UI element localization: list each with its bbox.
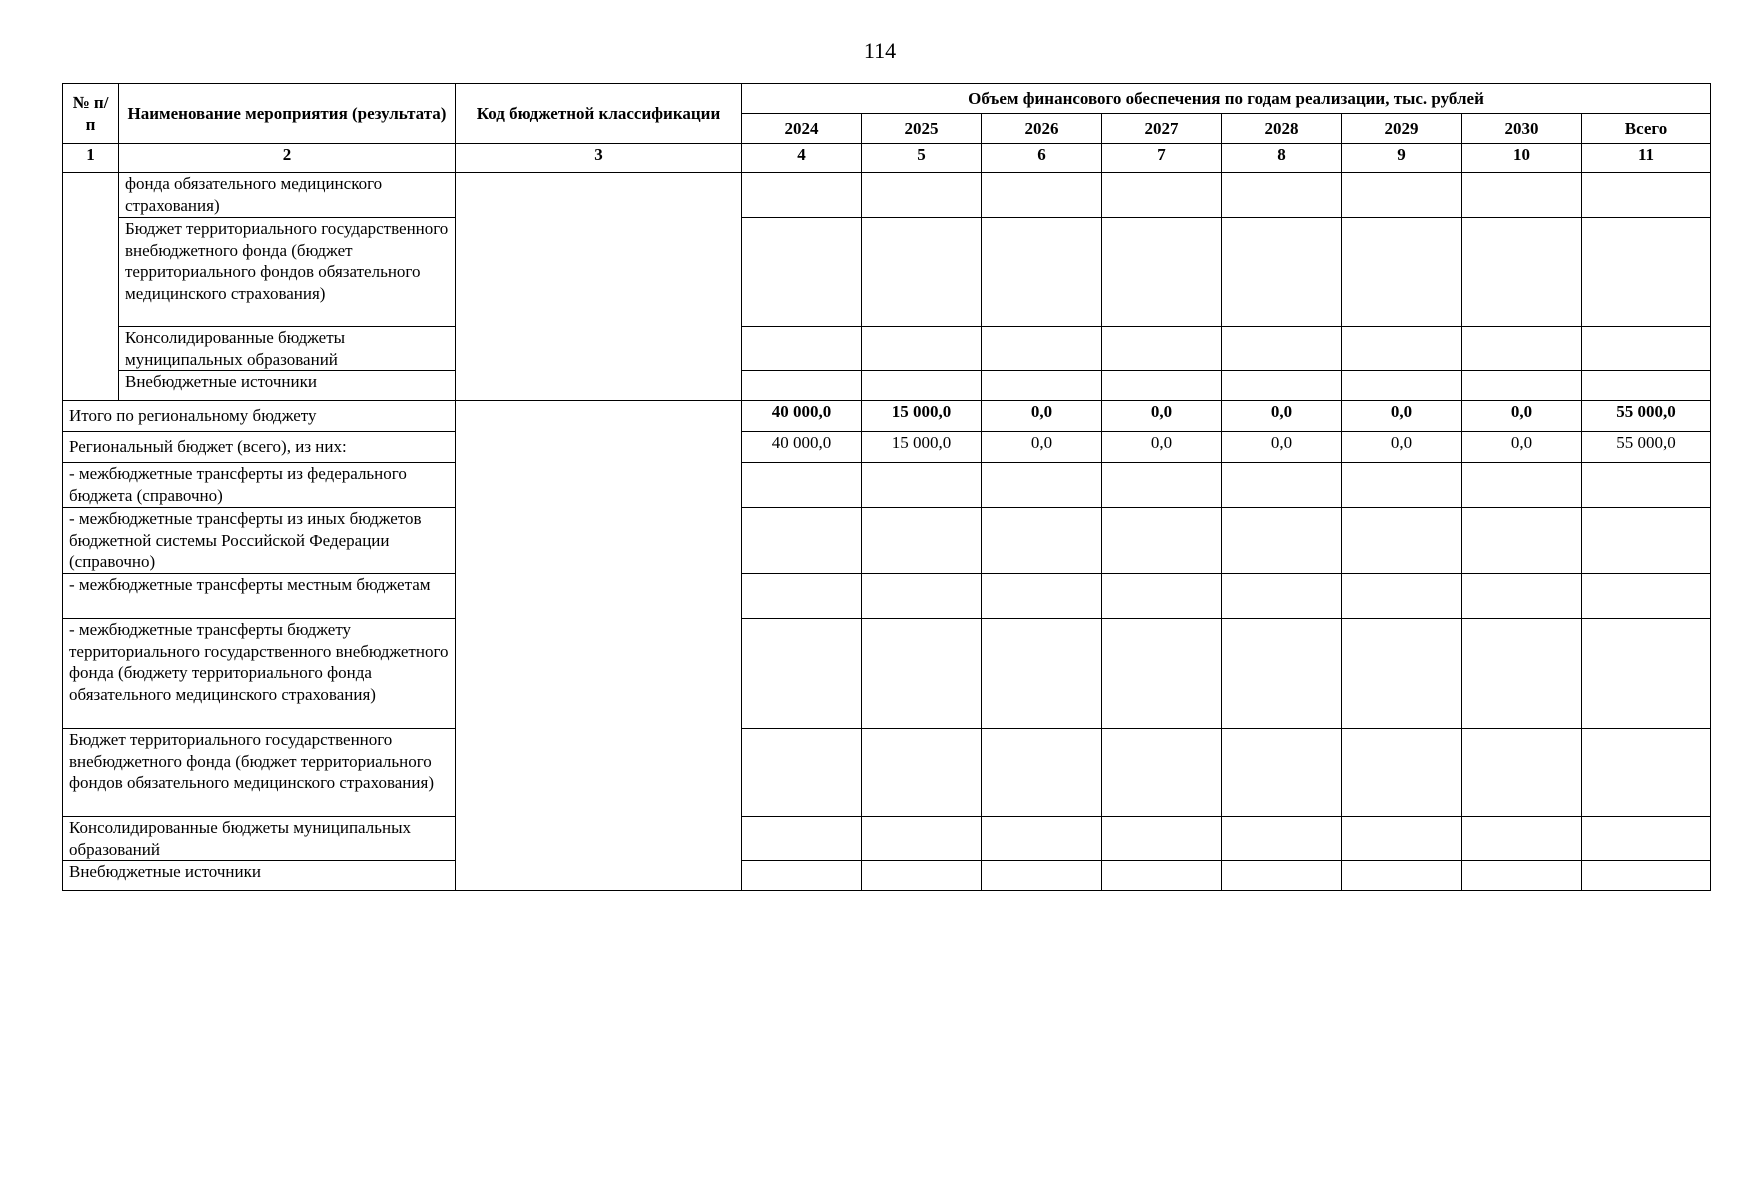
regional-value: 55 000,0 bbox=[1582, 432, 1711, 463]
row-label: Консолидированные бюджеты муниципальных образований bbox=[63, 817, 456, 861]
header-year: 2025 bbox=[862, 114, 982, 144]
table-row bbox=[63, 729, 1711, 817]
regional-value: 0,0 bbox=[1222, 432, 1342, 463]
table-row bbox=[63, 173, 1711, 218]
row-label: Внебюджетные источники bbox=[63, 861, 456, 891]
table-row bbox=[63, 574, 1711, 619]
column-number: 4 bbox=[742, 144, 862, 173]
row-label: - межбюджетные трансферты бюджету территориального государственного внебюджетного фонда (бюджету территориального фонда обязательного медицинского страхования) bbox=[63, 619, 456, 729]
total-value: 0,0 bbox=[1342, 401, 1462, 432]
table-row bbox=[63, 327, 1711, 371]
total-value: 40 000,0 bbox=[742, 401, 862, 432]
column-number: 9 bbox=[1342, 144, 1462, 173]
total-value: 0,0 bbox=[1462, 401, 1582, 432]
header-name: Наименование мероприятия (результата) bbox=[119, 84, 456, 144]
regional-value: 0,0 bbox=[1342, 432, 1462, 463]
total-value: 0,0 bbox=[1222, 401, 1342, 432]
table-row bbox=[63, 817, 1711, 861]
table-row bbox=[63, 371, 1711, 401]
column-number: 6 bbox=[982, 144, 1102, 173]
header-no: № п/п bbox=[63, 84, 119, 144]
regional-label: Региональный бюджет (всего), из них: bbox=[63, 432, 456, 463]
total-row bbox=[63, 401, 1711, 432]
row-label: - межбюджетные трансферты из федерального бюджета (справочно) bbox=[63, 463, 456, 508]
column-number: 11 bbox=[1582, 144, 1711, 173]
column-number: 7 bbox=[1102, 144, 1222, 173]
regional-value: 0,0 bbox=[982, 432, 1102, 463]
total-value: 0,0 bbox=[1102, 401, 1222, 432]
regional-value: 15 000,0 bbox=[862, 432, 982, 463]
header-total: Всего bbox=[1582, 114, 1711, 144]
column-number: 1 bbox=[63, 144, 119, 173]
regional-value: 0,0 bbox=[1102, 432, 1222, 463]
column-number: 10 bbox=[1462, 144, 1582, 173]
code-cell bbox=[456, 401, 742, 891]
table-row bbox=[63, 508, 1711, 574]
row-label: Бюджет территориального государственного внебюджетного фонда (бюджет территориального фондов обязательного медицинского страхования) bbox=[119, 218, 456, 327]
total-value: 0,0 bbox=[982, 401, 1102, 432]
header-year: 2026 bbox=[982, 114, 1102, 144]
row-label: фонда обязательного медицинского страхования) bbox=[119, 173, 456, 218]
total-value: 15 000,0 bbox=[862, 401, 982, 432]
header-funding: Объем финансового обеспечения по годам реализации, тыс. рублей bbox=[742, 84, 1711, 114]
row-label: Консолидированные бюджеты муниципальных образований bbox=[119, 327, 456, 371]
budget-table bbox=[62, 83, 1711, 891]
header-year: 2024 bbox=[742, 114, 862, 144]
row-label: - межбюджетные трансферты местным бюджетам bbox=[63, 574, 456, 619]
regional-row bbox=[63, 432, 1711, 463]
table-row bbox=[63, 218, 1711, 327]
row-label: Бюджет территориального государственного внебюджетного фонда (бюджет территориального фондов обязательного медицинского страхования) bbox=[63, 729, 456, 817]
code-cell bbox=[456, 173, 742, 401]
header-year: 2027 bbox=[1102, 114, 1222, 144]
row-label: - межбюджетные трансферты из иных бюджетов бюджетной системы Российской Федерации (справочно) bbox=[63, 508, 456, 574]
total-value: 55 000,0 bbox=[1582, 401, 1711, 432]
column-number: 8 bbox=[1222, 144, 1342, 173]
column-number-row bbox=[63, 144, 1711, 173]
column-number: 5 bbox=[862, 144, 982, 173]
header-year: 2028 bbox=[1222, 114, 1342, 144]
table-row bbox=[63, 619, 1711, 729]
regional-value: 0,0 bbox=[1462, 432, 1582, 463]
table-row bbox=[63, 861, 1711, 891]
header-year: 2030 bbox=[1462, 114, 1582, 144]
row-label: Внебюджетные источники bbox=[119, 371, 456, 401]
row-number-cell bbox=[63, 173, 119, 401]
table-row bbox=[63, 463, 1711, 508]
total-label: Итого по региональному бюджету bbox=[63, 401, 456, 432]
page-number: 114 bbox=[863, 38, 897, 63]
regional-value: 40 000,0 bbox=[742, 432, 862, 463]
column-number: 2 bbox=[119, 144, 456, 173]
header-code: Код бюджетной классификации bbox=[456, 84, 742, 144]
header-year: 2029 bbox=[1342, 114, 1462, 144]
column-number: 3 bbox=[456, 144, 742, 173]
